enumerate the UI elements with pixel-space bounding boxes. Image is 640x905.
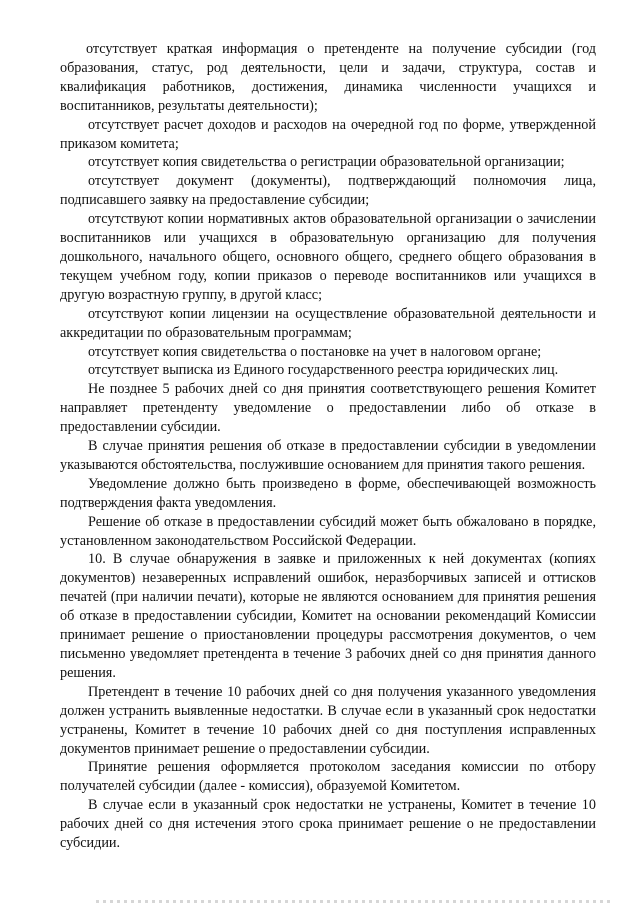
paragraph-appeal: Решение об отказе в предоставлении субсидий может быть обжаловано в порядке, установленном законодательством Российской Федерации. bbox=[60, 513, 596, 549]
paragraph-enrollment-acts: отсутствуют копии нормативных актов образовательной организации о зачислении воспитанников или учащихся в образовательную организацию для получения дошкольного, начального общего, основного общего, среднего общего образования в текущем учебном году, копии приказов о переводе воспитанников или учащихся в другую возрастную группу, в другой класс; bbox=[60, 211, 596, 303]
paragraph-applicant-info: отсутствует краткая информация о претенденте на получение субсидии (год образования, статус, род деятельности, цели и задачи, структура, состав и квалификация работников, достижения, динамика численности учащихся и воспитанников, результаты деятельности); bbox=[60, 41, 596, 114]
paragraph-protocol: Принятие решения оформляется протоколом заседания комиссии по отбору получателей субсидии (далее - комиссия), образуемой Комитетом. bbox=[60, 759, 596, 795]
paragraph-refusal-grounds: В случае принятия решения об отказе в предоставлении субсидии в уведомлении указываются обстоятельства, послужившие основанием для принятия такого решения. bbox=[60, 438, 596, 473]
paragraph-income-calc: отсутствует расчет доходов и расходов на очередной год по форме, утвержденной приказом комитета; bbox=[60, 116, 596, 152]
paragraph-egrul-extract: отсутствует выписка из Единого государственного реестра юридических лиц. bbox=[88, 362, 559, 379]
paragraph-notification-deadline: Не позднее 5 рабочих дней со дня принятия соответствующего решения Комитет направляет претенденту уведомление о предоставлении либо об отказе в предоставлении субсидии. bbox=[60, 381, 596, 436]
paragraph-not-fixed: В случае если в указанный срок недостатки не устранены, Комитет в течение 10 рабочих дней со дня истечения этого срока принимает решение о не предоставлении субсидии. bbox=[60, 797, 596, 852]
paragraph-clause-10: 10. В случае обнаружения в заявке и приложенных к ней документах (копиях документов) незаверенных исправлений ошибок, неразборчивых записей и оттисков печатей (при наличии печати), которые не являются основанием для принятия решения об отказе в предоставлении субсидии, Комитет на основании рекомендаций Комиссии принимает решение о приостановлении процедуры рассмотрения документов, о чем письменно уведомляет претендента в течение 3 рабочих дней со дня принятия данного решения. bbox=[60, 551, 596, 681]
paragraph-tax-registration: отсутствует копия свидетельства о постановке на учет в налоговом органе; bbox=[88, 343, 542, 360]
paragraph-fix-deadline: Претендент в течение 10 рабочих дней со дня получения указанного уведомления должен устранить выявленные недостатки. В случае если в указанный срок недостатки устранены, Комитет в течение 10 рабочих дней со дня поступления исправленных документов принимает решение о предоставлении субсидии. bbox=[60, 683, 596, 757]
paragraph-registration-copy: отсутствует копия свидетельства о регистрации образовательной организации; bbox=[88, 154, 565, 171]
paragraph-license-copies: отсутствуют копии лицензии на осуществление образовательной деятельности и аккредитации по образовательным программам; bbox=[60, 305, 596, 341]
scan-edge-artifact bbox=[96, 900, 612, 903]
document-body bbox=[60, 40, 596, 853]
paragraph-notification-form: Уведомление должно быть произведено в форме, обеспечивающей возможность подтверждения факта уведомления. bbox=[60, 475, 596, 511]
paragraph-authority-document: отсутствует документ (документы), подтверждающий полномочия лица, подписавшего заявку на предоставление субсидии; bbox=[60, 173, 596, 209]
